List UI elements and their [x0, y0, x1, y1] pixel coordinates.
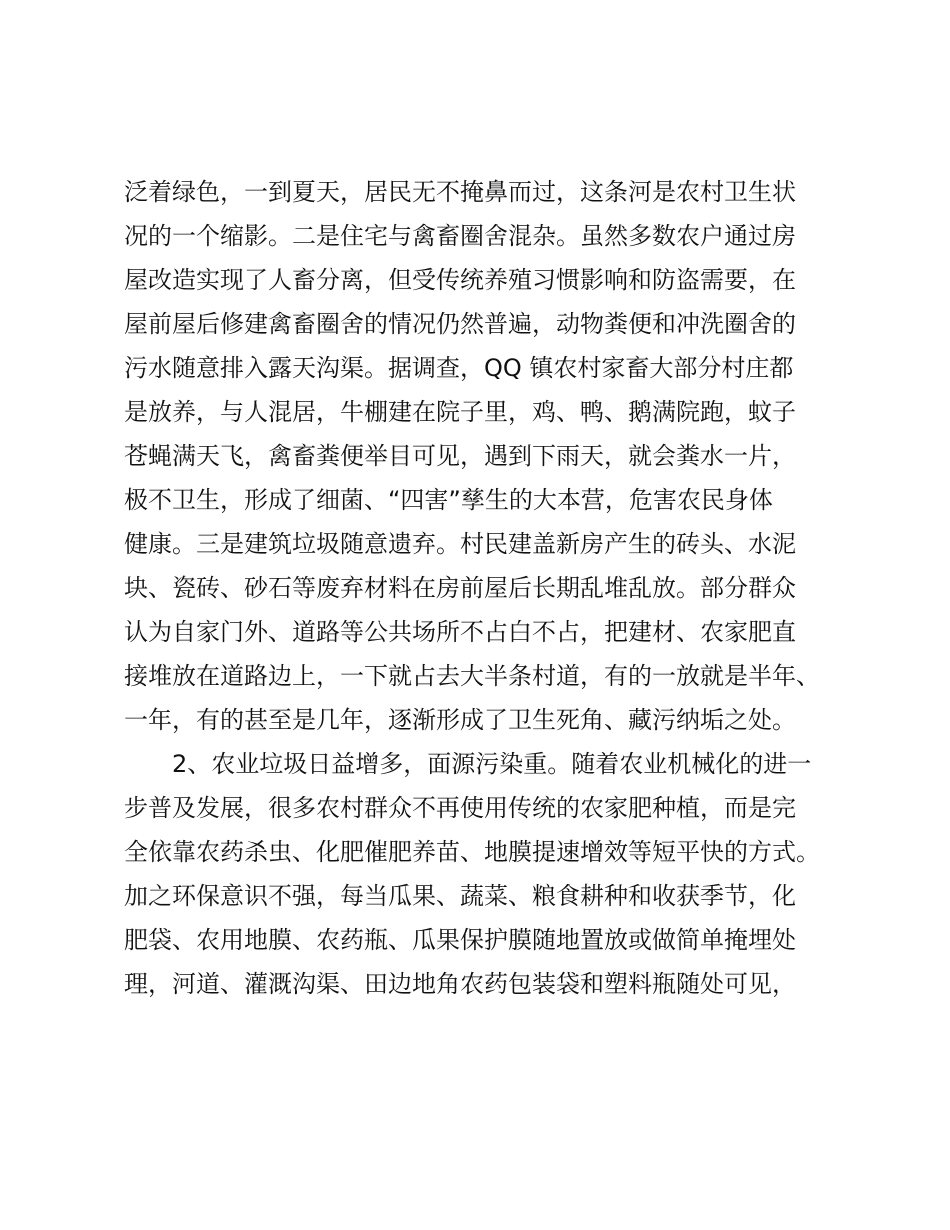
text-line: 健康。三是建筑垃圾随意遗弃。村民建盖新房产生的砖头、水泥 [124, 530, 796, 558]
text-line: 苍蝇满天飞，禽畜粪便举目可见，遇到下雨天，就会粪水一片， [124, 442, 796, 470]
text-line: 块、瓷砖、砂石等废弃材料在房前屋后长期乱堆乱放。部分群众 [124, 574, 796, 602]
text-line: 理，河道、灌溉沟渠、田边地角农药包装袋和塑料瓶随处可见， [124, 970, 796, 998]
text-line: 认为自家门外、道路等公共场所不占白不占，把建材、农家肥直 [124, 618, 796, 646]
text-line: 加之环保意识不强，每当瓜果、蔬菜、粮食耕种和收获季节，化 [124, 882, 796, 910]
text-line: 2、农业垃圾日益增多，面源污染重。随着农业机械化的进一 [124, 750, 812, 778]
text-line: 全依靠农药杀虫、化肥催肥养苗、地膜提速增效等短平快的方式。 [124, 838, 820, 866]
text-line: 屋前屋后修建禽畜圈舍的情况仍然普遍，动物粪便和冲洗圈舍的 [124, 310, 796, 338]
paragraph-1 [124, 170, 844, 742]
text-line: 况的一个缩影。二是住宅与禽畜圈舍混杂。虽然多数农户通过房 [124, 222, 796, 250]
text-line: 是放养，与人混居，牛棚建在院子里，鸡、鸭、鹅满院跑，蚊子 [124, 398, 796, 426]
text-line: 污水随意排入露天沟渠。据调查，QQ 镇农村家畜大部分村庄都 [124, 354, 794, 382]
text-line: 肥袋、农用地膜、农药瓶、瓜果保护膜随地置放或做简单掩埋处 [124, 926, 796, 954]
text-line: 步普及发展，很多农村群众不再使用传统的农家肥种植，而是完 [124, 794, 796, 822]
paragraph-2 [124, 742, 844, 1006]
text-line: 泛着绿色，一到夏天，居民无不掩鼻而过，这条河是农村卫生状 [124, 178, 796, 206]
document-body [124, 170, 844, 1006]
text-line: 一年，有的甚至是几年，逐渐形成了卫生死角、藏污纳垢之处。 [124, 706, 796, 734]
text-line: 极不卫生，形成了细菌、“四害”孳生的大本营，危害农民身体 [124, 486, 773, 514]
text-line: 屋改造实现了人畜分离，但受传统养殖习惯影响和防盗需要，在 [124, 266, 796, 294]
text-line: 接堆放在道路边上，一下就占去大半条村道，有的一放就是半年、 [124, 662, 820, 690]
